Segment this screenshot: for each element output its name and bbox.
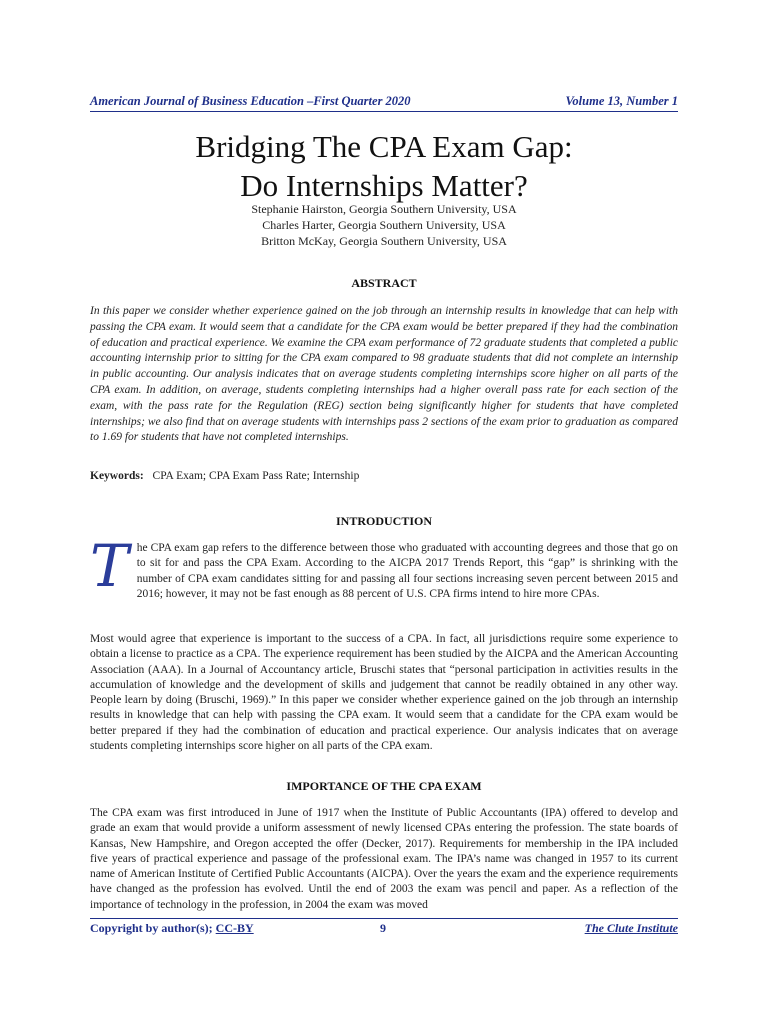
running-header [90,94,678,112]
paper-title [90,127,678,205]
page-footer [90,918,678,936]
introduction-paragraph-1 [90,532,678,602]
keywords-value: CPA Exam; CPA Exam Pass Rate; Internship [152,470,360,482]
author: Stephanie Hairston, Georgia Southern University, USA [251,202,517,216]
copyright-text: Copyright by author(s); [90,921,213,935]
publisher-link[interactable]: The Clute Institute [584,921,678,935]
title-line-2: Do Internships Matter? [240,168,528,203]
copyright-notice [90,921,254,936]
importance-heading: IMPORTANCE OF THE CPA EXAM [286,779,482,793]
introduction-text-1: he CPA exam gap refers to the difference between those who graduated with accounting degrees and those that go on to sit for and pass the CPA Exam. According to the AICPA 2017 Trends Report, this “gap” is shrinking with the number of CPA exam candidates sitting for and passing all four sections increasing seven percent between 2015 and 2016; however, it may not be fast enough as 88 percent of U.S. CPA firms intend to hire more CPAs. [136,542,678,600]
author: Charles Harter, Georgia Southern University, USA [262,218,506,232]
drop-cap: T [90,532,129,600]
author: Britton McKay, Georgia Southern University, USA [261,234,507,248]
page-number: 9 [380,921,386,935]
importance-paragraph-1: The CPA exam was first introduced in June of 1917 when the Institute of Public Accountants (IPA) offered to develop and grade an exam that would provide a uniform assessment of newly licensed CPAs entering the profession. The state boards of Kansas, New Hampshire, and Oregon accepted the offer (Decker, 2017). Requirements for membership in the IPA included five years of practical experience and passage of the professional exam. The IPA’s name was changed in 1957 to its current name of American Institute of Certified Public Accountants (AICPA). Over the years the exam and the experience requirements have changed as the profession has evolved. Until the end of 2003 the exam was pencil and paper. As a reflection of the importance of technology in the profession, in 2004 the exam was moved [90,807,678,911]
keywords [90,470,678,482]
abstract-heading: ABSTRACT [351,276,417,290]
license-link[interactable]: CC-BY [215,921,254,935]
keywords-label: Keywords: [90,470,144,482]
author-list [90,201,678,249]
journal-name: American Journal of Business Education –First Quarter 2020 [90,94,411,108]
title-line-1: Bridging The CPA Exam Gap: [195,129,573,164]
introduction-paragraph-2: Most would agree that experience is important to the success of a CPA. In fact, all jurisdictions require some experience to obtain a license to practice as a CPA. The experience requirement has been studied by the AICPA and the American Accounting Association (AAA). In a Journal of Accountancy article, Bruschi states that “personal participation in activities results in the accumulation of knowledge and the development of skills and judgement that cannot be readily obtained in any other way. People learn by doing (Bruschi, 1969).” In this paper we consider whether experience gained on the job through an internship results in knowledge that can help with passing the CPA exam. It would seem that a candidate for the CPA exam would be better prepared if they had the combination of education and practical experience. Our analysis indicates that on average students completing internships score higher on all parts of the CPA exam. [90,633,678,753]
abstract-text: In this paper we consider whether experience gained on the job through an internship results in knowledge that can help with passing the CPA exam. It would seem that a candidate for the CPA exam would be better prepared if they had the combination of education and practical experience. We examine the CPA exam performance of 72 graduate students that completed a public accounting internship prior to sitting for the CPA exam compared to 98 graduate students that did not complete an internship in public accounting. Our analysis indicates that on average students completing internships score higher on all parts of the CPA exam. In addition, on average, students completing internships had a higher overall pass rate for each section of the exam, with the pass rate for the Regulation (REG) section being significantly higher for students that have completed internships; we also find that on average students with internships pass 2 sections of the exam prior to graduation as compared to 1.69 for students that have not completed internships. [90,305,678,444]
volume-number: Volume 13, Number 1 [565,94,678,108]
introduction-heading: INTRODUCTION [335,514,432,528]
